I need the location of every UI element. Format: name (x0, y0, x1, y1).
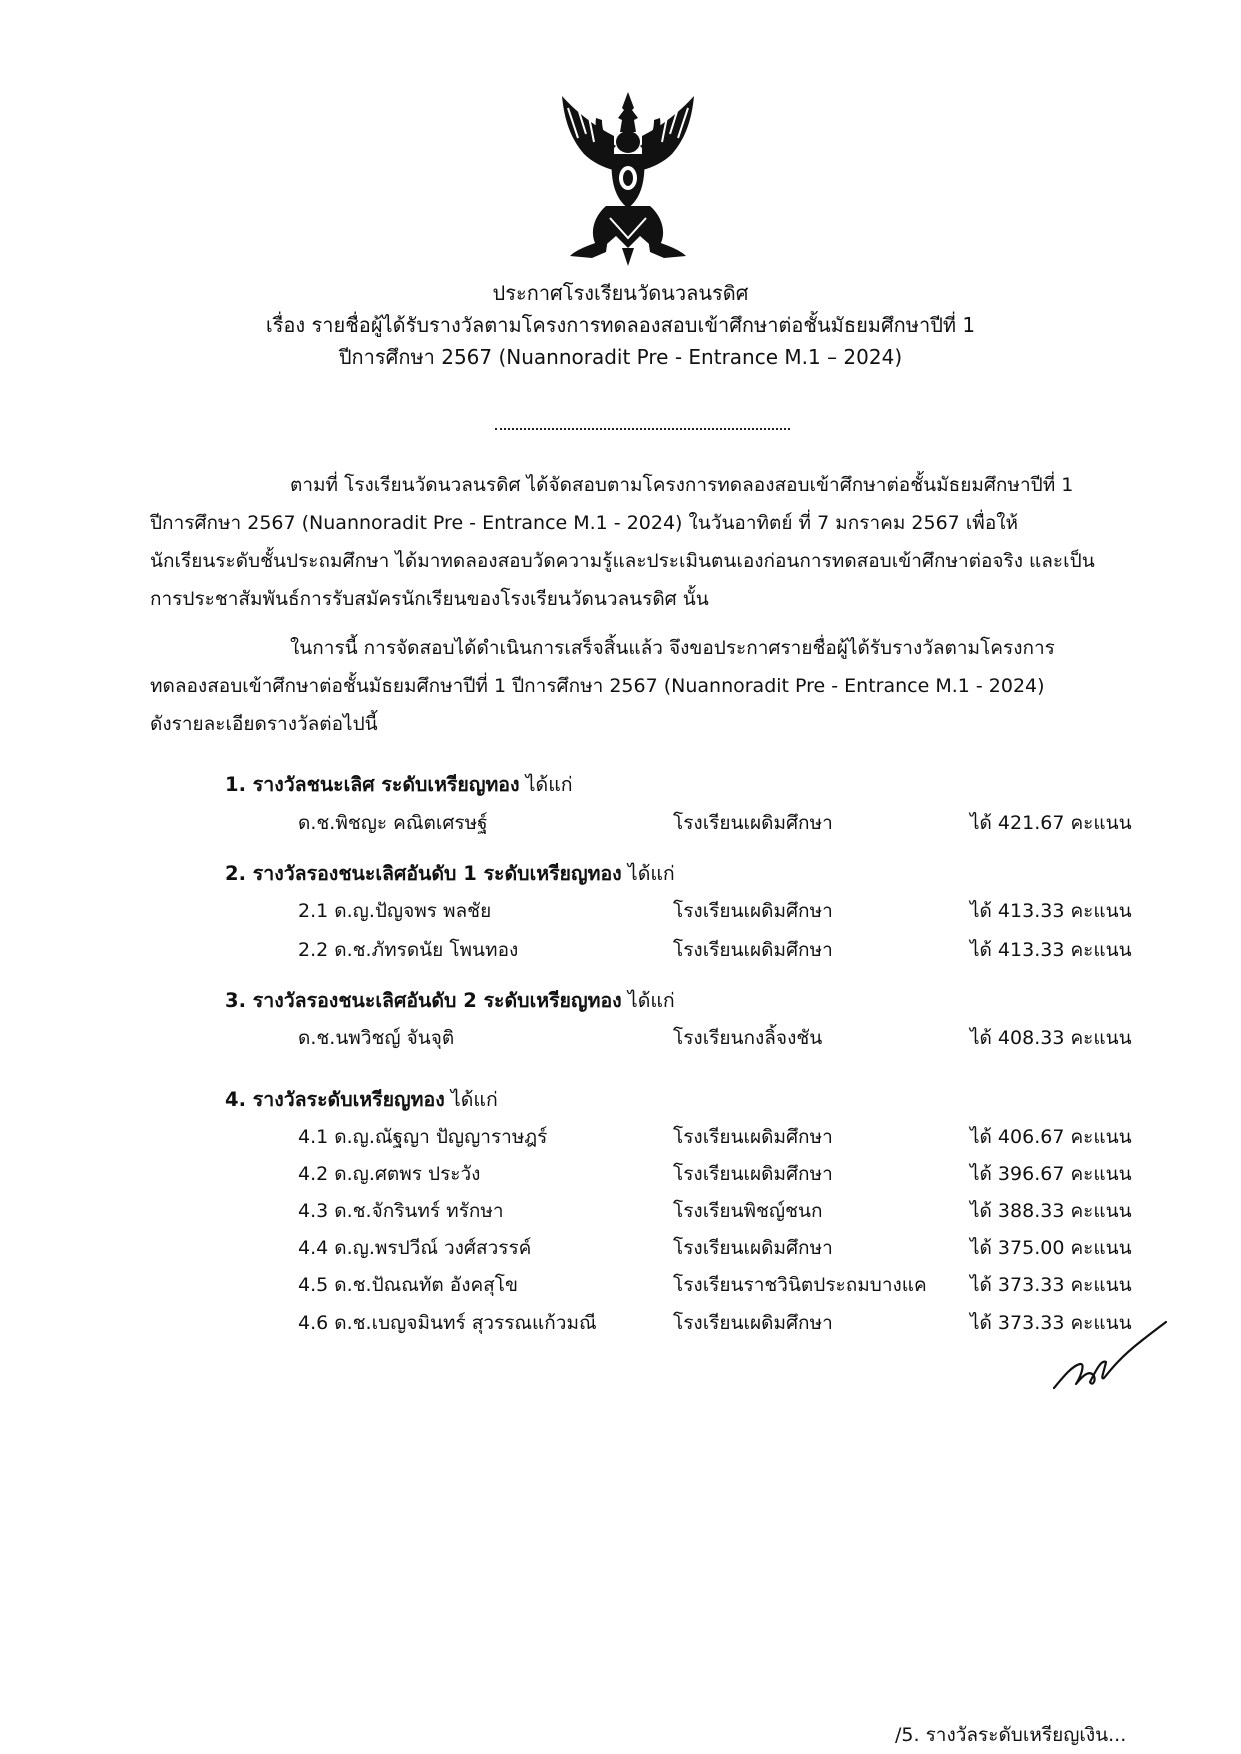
award-title: 3. รางวัลรองชนะเลิศอันดับ 2 ระดับเหรียญทอง (225, 989, 622, 1012)
winner-row (0, 1023, 1241, 1053)
winner-score: ได้ 421.67 คะแนน (970, 812, 1132, 834)
announcement-academic-year: ปีการศึกษา 2567 (Nuannoradit Pre - Entrance M.1 – 2024) (338, 345, 903, 369)
announcement-subject: เรื่อง รายชื่อผู้ได้รับรางวัลตามโครงการทดลองสอบเข้าศึกษาต่อชั้นมัธยมศึกษาปีที่ 1 (265, 313, 976, 337)
award-suffix: ได้แก่ (444, 1088, 498, 1111)
winner-school: โรงเรียนเผดิมศึกษา (673, 900, 833, 922)
winner-name: 4.1 ด.ญ.ณัฐญา ปัญญาราษฎร์ (298, 1126, 548, 1148)
winner-row (0, 935, 1241, 965)
winner-school: โรงเรียนเผดิมศึกษา (673, 812, 833, 834)
dotted-divider (495, 428, 790, 430)
winner-school: โรงเรียนกงลิ้จงชัน (673, 1027, 823, 1049)
winner-name: 4.5 ด.ช.ปัณณทัต อังคสุโข (298, 1274, 518, 1296)
award-title: 1. รางวัลชนะเลิศ ระดับเหรียญทอง (225, 773, 520, 796)
winner-row (0, 896, 1241, 926)
paragraph-line: การประชาสัมพันธ์การรับสมัครนักเรียนของโรงเรียนวัดนวลนรดิศ นั้น (150, 588, 709, 610)
winner-name: 4.2 ด.ญ.ศตพร ประวัง (298, 1163, 481, 1185)
paragraph-line: ในการนี้ การจัดสอบได้ดำเนินการเสร็จสิ้นแล้ว จึงขอประกาศรายชื่อผู้ได้รับรางวัลตามโครงการ (290, 637, 1055, 659)
winner-score: ได้ 408.33 คะแนน (970, 1027, 1132, 1049)
award-heading (225, 1085, 498, 1115)
winner-name: ด.ช.นพวิชญ์ จันจุติ (298, 1027, 455, 1049)
winner-row (0, 808, 1241, 838)
paragraph-line: นักเรียนระดับชั้นประถมศึกษา ได้มาทดลองสอบวัดความรู้และประเมินตนเองก่อนการทดสอบเข้าศึกษาต่อจริง และเป็น (150, 550, 1095, 572)
winner-name: 2.2 ด.ช.ภัทรดนัย โพนทอง (298, 939, 519, 961)
winner-school: โรงเรียนเผดิมศึกษา (673, 1163, 833, 1185)
winner-score: ได้ 396.67 คะแนน (970, 1163, 1132, 1185)
award-title: 4. รางวัลระดับเหรียญทอง (225, 1088, 445, 1111)
winner-row (0, 1159, 1241, 1189)
winner-score: ได้ 373.33 คะแนน (970, 1312, 1132, 1334)
winner-school: โรงเรียนเผดิมศึกษา (673, 1126, 833, 1148)
winner-row (0, 1122, 1241, 1152)
winner-score: ได้ 406.67 คะแนน (970, 1126, 1132, 1148)
paragraph-line: ดังรายละเอียดรางวัลต่อไปนี้ (150, 713, 378, 735)
award-suffix: ได้แก่ (519, 773, 573, 796)
announcement-title: ประกาศโรงเรียนวัดนวลนรดิศ (492, 281, 749, 305)
winner-score: ได้ 388.33 คะแนน (970, 1200, 1132, 1222)
winner-school: โรงเรียนพิชญ์ชนก (673, 1200, 823, 1222)
paragraph-line: ตามที่ โรงเรียนวัดนวลนรดิศ ได้จัดสอบตามโครงการทดลองสอบเข้าศึกษาต่อชั้นมัธยมศึกษาปีที่ 1 (290, 474, 1074, 496)
award-title: 2. รางวัลรองชนะเลิศอันดับ 1 ระดับเหรียญทอง (225, 862, 622, 885)
continued-note: /5. รางวัลระดับเหรียญเงิน... (895, 1724, 1127, 1746)
winner-school: โรงเรียนเผดิมศึกษา (673, 939, 833, 961)
winner-row (0, 1233, 1241, 1263)
winner-score: ได้ 375.00 คะแนน (970, 1237, 1132, 1259)
handwritten-signature (1050, 1316, 1170, 1396)
garuda-emblem-icon (548, 88, 708, 268)
winner-row (0, 1196, 1241, 1226)
winner-row (0, 1270, 1241, 1300)
winner-school: โรงเรียนเผดิมศึกษา (673, 1312, 833, 1334)
winner-score: ได้ 413.33 คะแนน (970, 900, 1132, 922)
winner-name: 4.6 ด.ช.เบญจมินทร์ สุวรรณแก้วมณี (298, 1312, 597, 1334)
award-heading (225, 986, 675, 1016)
announcement-paragraph (150, 629, 1140, 743)
winner-name: 4.3 ด.ช.จักรินทร์ ทรักษา (298, 1200, 504, 1222)
winner-name: 4.4 ด.ญ.พรปวีณ์ วงศ์สวรรค์ (298, 1237, 532, 1259)
winner-score: ได้ 373.33 คะแนน (970, 1274, 1132, 1296)
intro-paragraph (150, 466, 1140, 618)
winner-score: ได้ 413.33 คะแนน (970, 939, 1132, 961)
award-heading (225, 859, 675, 889)
paragraph-line: ทดลองสอบเข้าศึกษาต่อชั้นมัธยมศึกษาปีที่ 1 ปีการศึกษา 2567 (Nuannoradit Pre - Entrance M.1 - 2024) (150, 675, 1045, 697)
paragraph-line: ปีการศึกษา 2567 (Nuannoradit Pre - Entrance M.1 - 2024) ในวันอาทิตย์ ที่ 7 มกราคม 2567 เพื่อให้ (150, 512, 1019, 534)
winner-name: ด.ช.พิชญะ คณิตเศรษฐ์ (298, 812, 488, 834)
winner-name: 2.1 ด.ญ.ปัญจพร พลชัย (298, 900, 492, 922)
winner-school: โรงเรียนเผดิมศึกษา (673, 1237, 833, 1259)
award-heading (225, 770, 573, 800)
award-suffix: ได้แก่ (621, 862, 675, 885)
winner-school: โรงเรียนราชวินิตประถมบางแค (673, 1274, 927, 1296)
award-suffix: ได้แก่ (621, 989, 675, 1012)
